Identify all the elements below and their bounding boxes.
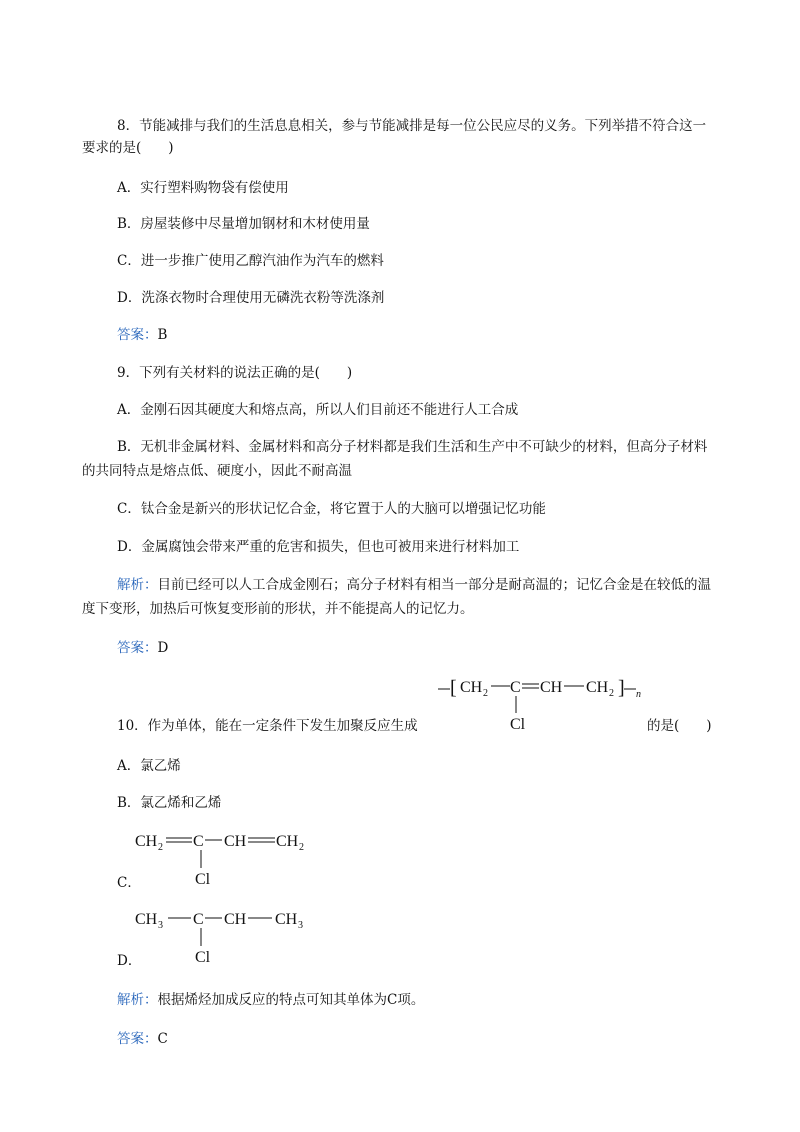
c-ch2-b: CH (276, 833, 299, 850)
q8-answer (117, 325, 167, 345)
analysis-text: 根据烯烃加成反应的特点可知其单体为C项。 (157, 992, 425, 1008)
q9-stem: 9．下列有关材料的说法正确的是( ) (117, 365, 353, 381)
c-c: C (193, 833, 204, 850)
d-ch3-b: CH (275, 911, 298, 928)
c-sub-2a: 2 (158, 842, 163, 853)
d-c: C (193, 911, 204, 928)
d-ch: CH (224, 911, 247, 928)
q9-answer (117, 638, 168, 658)
q9-option-b-line2: 的共同特点是熔点低、硬度小，因此不耐高温 (82, 463, 352, 479)
analysis-label: 解析： (117, 992, 158, 1008)
q10-option-a: A．氯乙烯 (117, 758, 181, 774)
option-c-formula (135, 828, 335, 890)
q9-option-b-line1: B．无机非金属材料、金属材料和高分子材料都是我们生活和生产中不可缺少的材料，但高分子材料 (117, 439, 708, 455)
polymer-c: C (510, 679, 521, 696)
c-cl: Cl (195, 871, 211, 888)
q9-option-a: A．金刚石因其硬度大和熔点高，所以人们目前还不能进行人工合成 (117, 402, 519, 418)
q10-answer (117, 1029, 168, 1049)
d-ch3-a: CH (135, 911, 158, 928)
answer-label: 答案： (117, 327, 158, 343)
polymer-ch2-a: CH (460, 679, 483, 696)
answer-value: C (157, 1031, 168, 1047)
polymer-ch: CH (540, 679, 563, 696)
polymer-ch2-b: CH (586, 679, 609, 696)
polymer-n: n (636, 689, 641, 700)
polymer-sub-2b: 2 (609, 688, 614, 699)
c-ch: CH (224, 833, 247, 850)
polymer-sub-2a: 2 (483, 688, 488, 699)
d-cl: Cl (195, 949, 211, 966)
q9-analysis-line1 (117, 575, 711, 595)
q9-analysis-line2: 度下变形，加热后可恢复变形前的形状，并不能提高人的记忆力。 (82, 601, 474, 617)
open-bracket: [ (450, 677, 457, 699)
close-bracket: ] (618, 677, 625, 699)
q10-option-b: B．氯乙烯和乙烯 (117, 795, 222, 811)
polymer-cl: Cl (510, 716, 526, 733)
answer-label: 答案： (117, 640, 158, 656)
answer-value: D (157, 640, 169, 656)
q8-stem-line2: 要求的是( ) (82, 140, 174, 156)
answer-label: 答案： (117, 1031, 158, 1047)
q10-option-d-label: D． (117, 953, 142, 969)
q8-option-c: C．进一步推广使用乙醇汽油作为汽车的燃料 (117, 253, 384, 269)
option-d-formula (135, 906, 335, 968)
q10-option-c-label: C． (117, 875, 141, 891)
d-sub-3b: 3 (298, 920, 303, 931)
d-sub-3a: 3 (158, 920, 163, 931)
q10-stem-end: 的是( ) (647, 718, 712, 734)
q10-stem: 10．作为单体，能在一定条件下发生加聚反应生成 (117, 718, 418, 734)
q9-option-d: D．金属腐蚀会带来严重的危害和损失，但也可被用来进行材料加工 (117, 539, 520, 555)
q9-option-c: C．钛合金是新兴的形状记忆合金，将它置于人的大脑可以增强记忆功能 (117, 501, 546, 517)
analysis-label: 解析： (117, 577, 158, 593)
q8-option-a: A．实行塑料购物袋有偿使用 (117, 180, 289, 196)
answer-value: B (157, 327, 168, 343)
q8-stem-line1: 8．节能减排与我们的生活息息相关，参与节能减排是每一位公民应尽的义务。下列举措不符合这一 (117, 118, 707, 134)
q10-analysis (117, 990, 424, 1010)
q8-option-d: D．洗涤衣物时合理使用无磷洗衣粉等洗涤剂 (117, 290, 385, 306)
c-sub-2b: 2 (299, 842, 304, 853)
c-ch2-a: CH (135, 833, 158, 850)
analysis-text: 目前已经可以人工合成金刚石；高分子材料有相当一部分是耐高温的；记忆合金是在较低的温 (157, 577, 711, 593)
q8-option-b: B．房屋装修中尽量增加钢材和木材使用量 (117, 216, 370, 232)
